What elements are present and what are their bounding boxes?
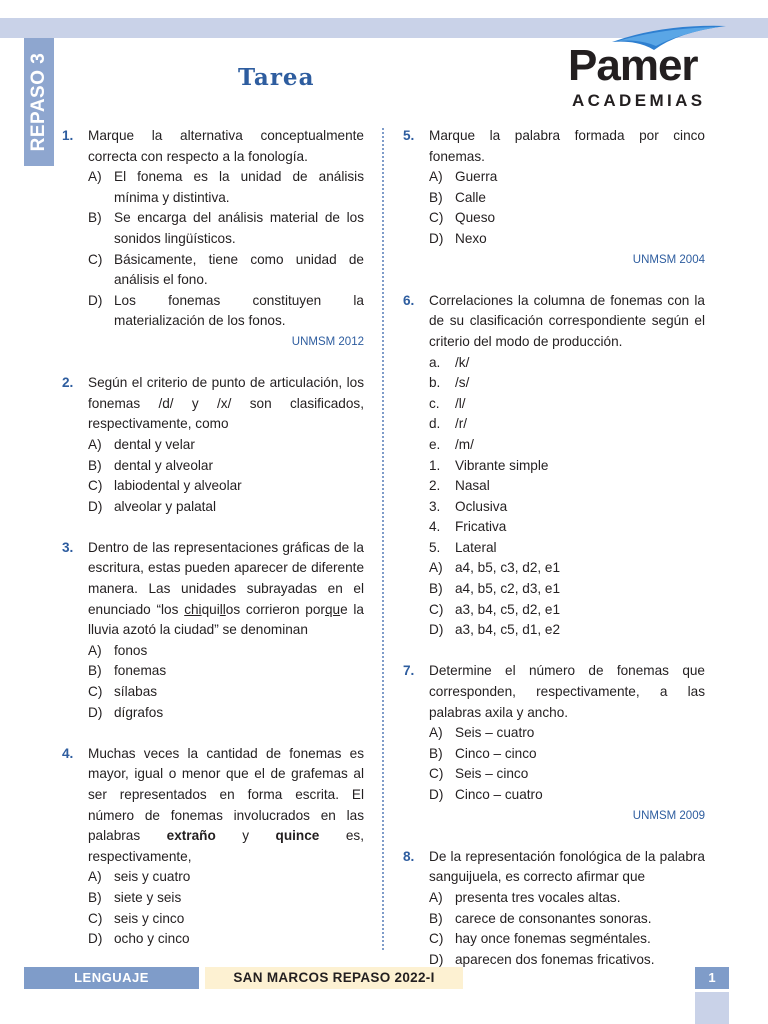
question-number: 5. bbox=[403, 128, 415, 143]
question-2 bbox=[62, 373, 364, 517]
question-stem: Según el criterio de punto de articulación, los fonemas /d/ y /x/ son clasificados, respectivamente, como bbox=[88, 375, 364, 432]
option-b: B) Calle bbox=[429, 189, 486, 205]
list-item: 5. Lateral bbox=[429, 539, 497, 555]
option-d: D) Cinco – cuatro bbox=[429, 787, 543, 802]
column-divider bbox=[382, 128, 384, 950]
list-item: c. /l/ bbox=[429, 395, 466, 411]
option-b: B) carece de consonantes sonoras. bbox=[429, 910, 652, 926]
option-b: B) Cinco – cinco bbox=[429, 745, 537, 761]
option-a: A) dental y velar bbox=[88, 436, 195, 452]
option-b: B) a4, b5, c2, d3, e1 bbox=[429, 581, 561, 597]
option-c: C) Queso bbox=[429, 210, 496, 226]
logo-wordmark: Pamer bbox=[568, 41, 698, 90]
option-c: C) Seis – cinco bbox=[429, 766, 529, 782]
option-c: C) hay once fonemas segméntales. bbox=[429, 931, 651, 947]
option-c: C) labiodental y alveolar bbox=[88, 478, 242, 494]
option-d: D) a3, b4, c5, d1, e2 bbox=[429, 622, 561, 638]
left-column bbox=[62, 126, 364, 970]
side-tab bbox=[24, 38, 54, 166]
question-stem: Muchas veces la cantidad de fonemas es mayor, igual o menor que el de grafemas al ser representados en forma escrita. El número de fonemas involucrados en las palabras extraño y quince es, respectivamente, bbox=[88, 745, 364, 864]
question-number: 2. bbox=[62, 375, 74, 391]
option-a: A) presenta tres vocales altas. bbox=[429, 889, 621, 905]
option-d: D) ocho y cinco bbox=[88, 931, 190, 947]
question-4 bbox=[62, 744, 364, 950]
source-label: UNMSM 2009 bbox=[632, 809, 705, 822]
option-d: D) alveolar y palatal bbox=[88, 498, 217, 514]
list-item: 4. Fricativa bbox=[429, 519, 507, 535]
option-c: C) seis y cinco bbox=[88, 910, 185, 926]
question-stem: De la representación fonológica de la palabra sanguijuela, es correcto afirmar que bbox=[429, 848, 705, 885]
question-6 bbox=[403, 291, 705, 641]
question-number: 7. bbox=[403, 663, 415, 679]
list-item: 1. Vibrante simple bbox=[429, 457, 549, 473]
question-7 bbox=[403, 661, 705, 826]
list-item: 2. Nasal bbox=[429, 478, 490, 494]
side-tab-label: REPASO 3 bbox=[28, 52, 49, 152]
option-b: B) Se encarga del análisis material de los sonidos lingüísticos. bbox=[88, 210, 364, 246]
question-stem: Determine el número de fonemas que corresponden, respectivamente, a las palabras axila y ancho. bbox=[429, 663, 705, 720]
option-c: C) sílabas bbox=[88, 684, 158, 700]
question-stem: Dentro de las representaciones gráficas de la escritura, estas pueden aparecer de diferente manera. Las unidades subrayadas en el enunciado “los chiquillos corrieron porque la lluvia azotó la ciudad” se denominan bbox=[88, 539, 364, 638]
option-a: A) Guerra bbox=[429, 169, 498, 185]
question-number: 8. bbox=[403, 848, 415, 864]
question-1 bbox=[62, 126, 364, 353]
option-b: B) siete y seis bbox=[88, 889, 182, 905]
pamer-logo bbox=[560, 22, 740, 112]
source-label: UNMSM 2004 bbox=[632, 253, 705, 266]
question-number: 1. bbox=[62, 128, 74, 143]
option-a: A) seis y cuatro bbox=[88, 869, 191, 885]
question-stem: Correlaciones la columna de fonemas con la de su clasificación correspondiente según el criterio del modo de producción. bbox=[429, 292, 705, 349]
question-5 bbox=[403, 126, 705, 270]
list-item: e. /m/ bbox=[429, 436, 474, 452]
option-b: B) fonemas bbox=[88, 663, 167, 679]
question-number: 3. bbox=[62, 539, 74, 555]
option-c: C) Básicamente, tiene como unidad de análisis el fono. bbox=[88, 251, 364, 288]
option-a: A) fonos bbox=[88, 642, 148, 658]
question-stem: Marque la alternativa conceptualmente correcta con respecto a la fonología. bbox=[88, 128, 364, 164]
list-item: b. /s/ bbox=[429, 375, 470, 391]
option-c: C) a3, b4, c5, d2, e1 bbox=[429, 601, 561, 617]
page-number: 1 bbox=[695, 967, 729, 989]
question-number: 6. bbox=[403, 292, 415, 308]
option-d: D) Nexo bbox=[429, 230, 487, 246]
list-item: 3. Oclusiva bbox=[429, 498, 508, 514]
right-column bbox=[403, 126, 705, 991]
option-a: A) a4, b5, c3, d2, e1 bbox=[429, 560, 561, 576]
footer-tab bbox=[695, 992, 729, 1024]
page-title: Tarea bbox=[238, 64, 315, 91]
source-label: UNMSM 2012 bbox=[291, 335, 364, 348]
option-b: B) dental y alveolar bbox=[88, 457, 213, 473]
list-item: d. /r/ bbox=[429, 416, 468, 432]
question-number: 4. bbox=[62, 745, 74, 761]
option-a: A) El fonema es la unidad de análisis mínima y distintiva. bbox=[88, 169, 364, 205]
option-d: D) dígrafos bbox=[88, 704, 164, 720]
question-3 bbox=[62, 538, 364, 723]
list-item: a. /k/ bbox=[429, 354, 470, 370]
logo-subtitle: ACADEMIAS bbox=[572, 91, 706, 110]
footer-course: SAN MARCOS REPASO 2022-I bbox=[205, 967, 463, 989]
question-8 bbox=[403, 847, 705, 971]
question-stem: Marque la palabra formada por cinco fonemas. bbox=[429, 128, 705, 164]
footer-subject: LENGUAJE bbox=[24, 967, 199, 989]
option-a: A) Seis – cuatro bbox=[429, 725, 535, 741]
option-d: D) Los fonemas constituyen la materialización de los fonos. bbox=[88, 292, 364, 329]
option-d: D) aparecen dos fonemas fricativos. bbox=[429, 951, 655, 967]
